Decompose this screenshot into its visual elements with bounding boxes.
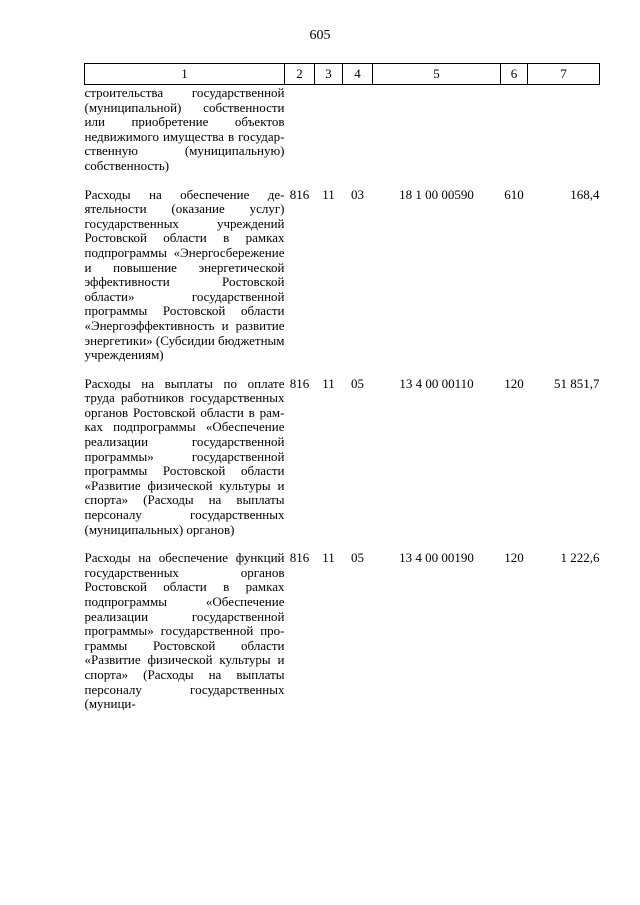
- amount: 1 222,6: [560, 550, 600, 566]
- row-description: Расходы на обеспечение деятельности (оказание услуг) государственных учреждений Ростовской области в рамках подпрограммы «Энергосбережение и повышение энергетической эффективности Ростовской области» государственной программы Ростовской области «Энергоэффективность и развитие энергетики» (Субсидии бюджетным учреждениям): [84, 186, 285, 363]
- row-description: строительства государственной (муниципальной) собственности или приобретение объектов недвижимого имущества в государственную (муниципальную) собственность): [84, 85, 285, 173]
- target-article-code: 13 4 00 00110: [399, 375, 474, 391]
- subsection-code: 05: [351, 550, 364, 566]
- row-description: Расходы на обеспечение функций государственных органов Ростовской области в рамках подпрограммы «Обеспечение реализации государственной программы» государственной программы Ростовской области «Развитие физической культуры и спорта» (Расходы на выплаты персоналу государственных (муници-: [84, 550, 285, 712]
- amount: 168,4: [570, 186, 600, 202]
- ministry-code: 816: [289, 375, 310, 391]
- budget-table: [84, 63, 600, 726]
- section-code: 11: [322, 375, 335, 391]
- ministry-code: 816: [289, 550, 310, 566]
- page-number: 605: [309, 28, 331, 43]
- column-header: 5: [373, 64, 501, 85]
- target-article-code: 13 4 00 00190: [399, 550, 474, 566]
- ministry-code: [285, 85, 315, 188]
- amount: [528, 85, 600, 188]
- expense-type-code: 120: [504, 550, 524, 566]
- subsection-code: 03: [351, 186, 364, 202]
- table-row: [85, 377, 600, 552]
- target-article-code: 18 1 00 00590: [399, 186, 474, 202]
- section-code: [315, 85, 343, 188]
- table-row: [85, 85, 600, 188]
- column-header-row: [85, 64, 600, 85]
- subsection-code: 05: [351, 375, 364, 391]
- subsection-code: [343, 85, 373, 188]
- expense-type-code: 610: [504, 186, 524, 202]
- ministry-code: 816: [289, 186, 310, 202]
- expense-type-code: [501, 85, 528, 188]
- row-description: Расходы на выплаты по оплате труда работников государственных органов Ростовской области в рамках подпрограммы «Обеспечение реализации государственной программы» государственной программы Ростовской области «Развитие физической культуры и спорта» (Расходы на выплаты персоналу государственных (муниципальных) органов): [84, 375, 285, 537]
- expense-type-code: 120: [504, 375, 524, 391]
- table-row: [85, 188, 600, 377]
- column-header: 7: [528, 64, 600, 85]
- amount: 51 851,7: [554, 375, 600, 391]
- column-header: 4: [343, 64, 373, 85]
- target-article-code: [373, 85, 501, 188]
- column-header: 6: [501, 64, 528, 85]
- section-code: 11: [322, 186, 335, 202]
- column-header: 3: [315, 64, 343, 85]
- section-code: 11: [322, 550, 335, 566]
- column-header: 2: [285, 64, 315, 85]
- table-row: [85, 551, 600, 726]
- column-header: 1: [85, 64, 285, 85]
